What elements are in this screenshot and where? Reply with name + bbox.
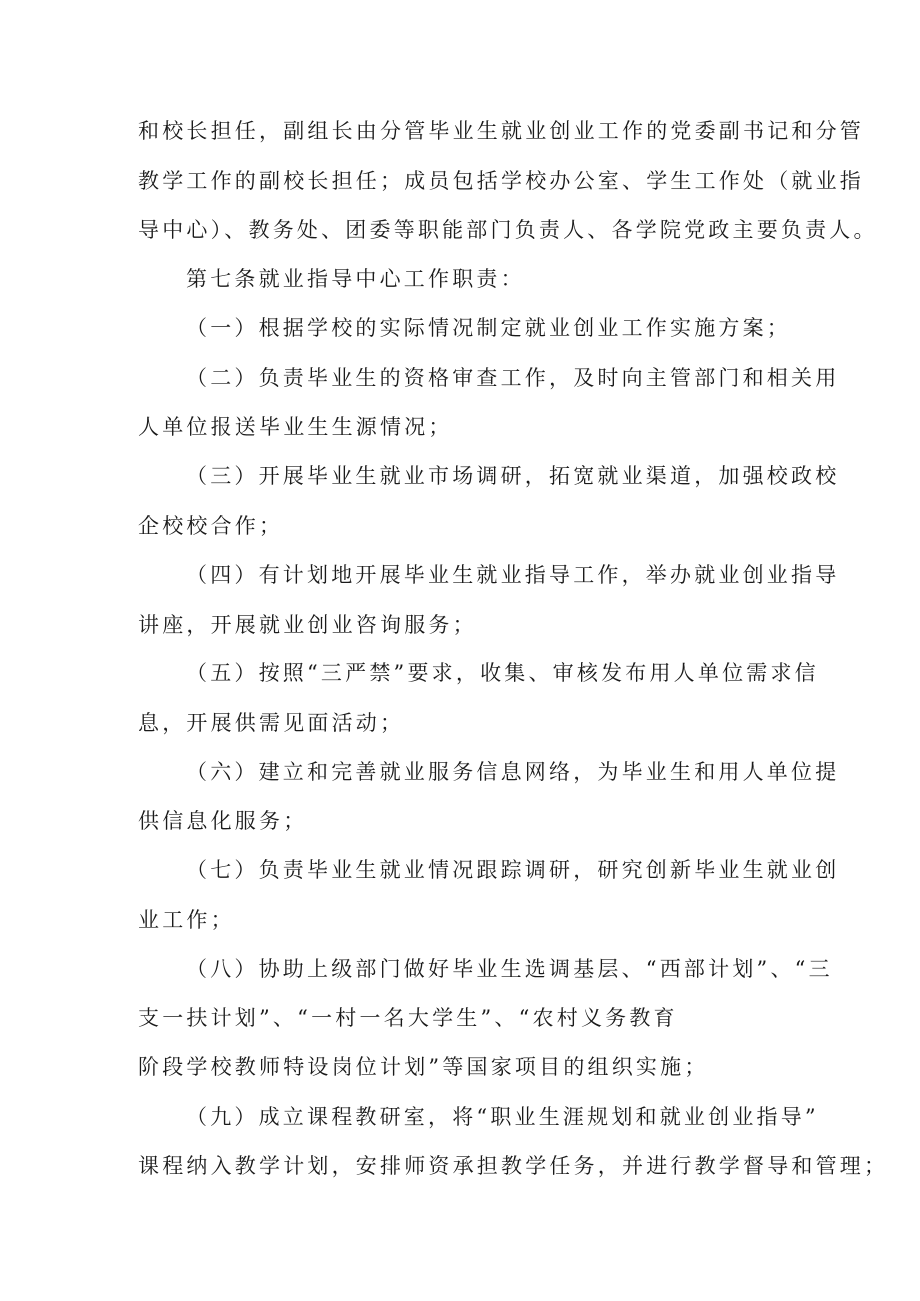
- list-item-continuation: 息，开展供需见面活动；: [138, 711, 405, 735]
- list-item-line: （七）负责毕业生就业情况跟踪调研，研究创新毕业生就业创: [186, 858, 840, 882]
- list-item-continuation: 课程纳入教学计划，安排师资承担教学任务，并进行教学督导和管理；: [138, 1154, 889, 1178]
- list-item-continuation: 阶段学校教师特设岗位计划”等国家项目的组织实施；: [138, 1055, 709, 1079]
- paragraph-line: 教学工作的副校长担任；成员包括学校办公室、学生工作处（就业指: [138, 169, 864, 193]
- list-item-continuation: 企校校合作；: [138, 514, 284, 538]
- list-item-line: （八）协助上级部门做好毕业生选调基层、“西部计划”、“三: [186, 957, 833, 981]
- list-item-line: （四）有计划地开展毕业生就业指导工作，举办就业创业指导: [186, 563, 840, 587]
- list-item-line: （六）建立和完善就业服务信息网络，为毕业生和用人单位提: [186, 760, 840, 784]
- list-item-continuation: 供信息化服务；: [138, 809, 308, 833]
- list-item-continuation: 人单位报送毕业生生源情况；: [138, 415, 453, 439]
- paragraph-line: 导中心）、教务处、团委等职能部门负责人、各学院党政主要负责人。: [138, 218, 878, 242]
- paragraph-line: 和校长担任，副组长由分管毕业生就业创业工作的党委副书记和分管: [138, 119, 864, 143]
- list-item-continuation: 支一扶计划”、“一村一名大学生”、“农村义务教育: [138, 1006, 678, 1030]
- list-item-continuation: 业工作；: [138, 908, 235, 932]
- list-item-line: （三）开展毕业生就业市场调研，拓宽就业渠道，加强校政校: [186, 464, 840, 488]
- list-item-line: （一）根据学校的实际情况制定就业创业工作实施方案；: [186, 316, 791, 340]
- section-heading: 第七条就业指导中心工作职责：: [186, 267, 525, 291]
- list-item-continuation: 讲座，开展就业创业咨询服务；: [138, 613, 477, 637]
- list-item-line: （九）成立课程教研室，将“职业生涯规划和就业创业指导”: [186, 1105, 819, 1129]
- list-item-line: （二）负责毕业生的资格审查工作，及时向主管部门和相关用: [186, 366, 840, 390]
- list-item-line: （五）按照“三严禁”要求，收集、审核发布用人单位需求信: [186, 661, 819, 685]
